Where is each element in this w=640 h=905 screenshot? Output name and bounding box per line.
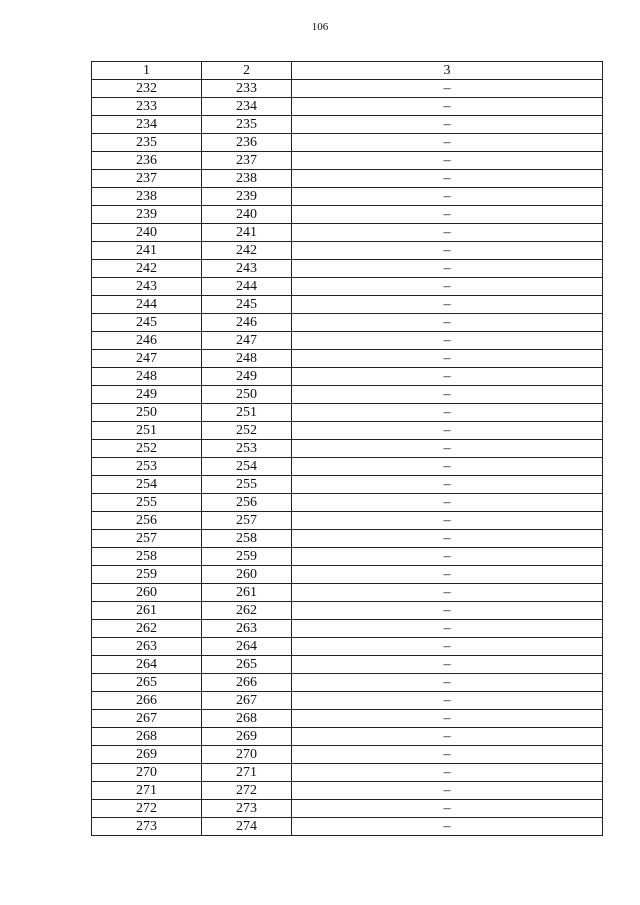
table-row [92,548,603,566]
table-cell-col1: 256 [92,512,202,530]
table-cell-col2: 251 [202,404,292,422]
page-number: 106 [311,21,329,33]
table-cell-col1: 272 [92,800,202,818]
table-row [92,278,603,296]
table-cell-col2: 257 [202,512,292,530]
table-cell-col1: 253 [92,458,202,476]
table-cell-col2: 234 [202,98,292,116]
table-cell-col2: 271 [202,764,292,782]
table-cell-col1: 244 [92,296,202,314]
table-row [92,764,603,782]
table-header-row [92,62,603,80]
table-cell-col3: – [292,692,603,710]
table-cell-col1: 237 [92,170,202,188]
table-cell-col2: 245 [202,296,292,314]
table-cell-col1: 243 [92,278,202,296]
table-cell-col3: – [292,674,603,692]
table-cell-col3: – [292,602,603,620]
table-row [92,332,603,350]
table-cell-col2: 270 [202,746,292,764]
table-row [92,206,603,224]
table-cell-col3: – [292,386,603,404]
table-cell-col3: – [292,710,603,728]
table-body [92,80,603,836]
table-cell-col3: – [292,404,603,422]
table-cell-col2: 240 [202,206,292,224]
table-cell-col2: 256 [202,494,292,512]
table-cell-col3: – [292,134,603,152]
table-cell-col1: 240 [92,224,202,242]
table-cell-col2: 274 [202,818,292,836]
table-row [92,260,603,278]
table-cell-col3: – [292,296,603,314]
table-cell-col1: 270 [92,764,202,782]
table-cell-col3: – [292,116,603,134]
table-cell-col3: – [292,242,603,260]
table-cell-col1: 262 [92,620,202,638]
table-cell-col3: – [292,368,603,386]
table-cell-col1: 250 [92,404,202,422]
table-cell-col2: 246 [202,314,292,332]
table-cell-col2: 253 [202,440,292,458]
table-row [92,674,603,692]
table-cell-col1: 257 [92,530,202,548]
table-cell-col1: 260 [92,584,202,602]
table-cell-col1: 232 [92,80,202,98]
table-row [92,152,603,170]
table-cell-col2: 238 [202,170,292,188]
table-cell-col2: 263 [202,620,292,638]
table-cell-col2: 262 [202,602,292,620]
column-header-2: 2 [202,62,292,80]
table-cell-col2: 254 [202,458,292,476]
table-cell-col2: 261 [202,584,292,602]
table-cell-col2: 258 [202,530,292,548]
table-cell-col2: 269 [202,728,292,746]
table-row [92,350,603,368]
table-cell-col1: 248 [92,368,202,386]
table-row [92,224,603,242]
table-row [92,98,603,116]
table-cell-col3: – [292,494,603,512]
table-cell-col1: 238 [92,188,202,206]
table-row [92,242,603,260]
table-cell-col3: – [292,314,603,332]
table-cell-col2: 259 [202,548,292,566]
table-cell-col1: 234 [92,116,202,134]
table-cell-col3: – [292,638,603,656]
table-row [92,188,603,206]
table-row [92,494,603,512]
table-row [92,296,603,314]
table-cell-col3: – [292,476,603,494]
table-row [92,728,603,746]
table-cell-col3: – [292,782,603,800]
table-row [92,620,603,638]
table-cell-col2: 241 [202,224,292,242]
table-row [92,638,603,656]
table-cell-col2: 268 [202,710,292,728]
table-cell-col1: 252 [92,440,202,458]
table-cell-col2: 249 [202,368,292,386]
table-cell-col2: 265 [202,656,292,674]
table-row [92,656,603,674]
table-cell-col2: 244 [202,278,292,296]
table-cell-col3: – [292,260,603,278]
table-row [92,404,603,422]
table-cell-col2: 273 [202,800,292,818]
table-cell-col2: 235 [202,116,292,134]
table-cell-col3: – [292,818,603,836]
table-cell-col3: – [292,422,603,440]
table-cell-col3: – [292,80,603,98]
table-row [92,386,603,404]
table-cell-col2: 266 [202,674,292,692]
table-row [92,440,603,458]
table-cell-col2: 239 [202,188,292,206]
table-row [92,818,603,836]
table-cell-col1: 254 [92,476,202,494]
table-cell-col1: 255 [92,494,202,512]
table-cell-col1: 249 [92,386,202,404]
table-cell-col3: – [292,440,603,458]
table-cell-col2: 233 [202,80,292,98]
table-row [92,746,603,764]
table-cell-col1: 245 [92,314,202,332]
table-cell-col1: 235 [92,134,202,152]
table-cell-col3: – [292,728,603,746]
table-cell-col1: 259 [92,566,202,584]
table-cell-col2: 237 [202,152,292,170]
table-cell-col1: 268 [92,728,202,746]
table-cell-col3: – [292,332,603,350]
table-cell-col3: – [292,458,603,476]
table-row [92,368,603,386]
table-cell-col3: – [292,98,603,116]
table-row [92,512,603,530]
table-cell-col1: 264 [92,656,202,674]
table-cell-col1: 263 [92,638,202,656]
table-cell-col2: 242 [202,242,292,260]
table-row [92,782,603,800]
table-row [92,170,603,188]
table-row [92,692,603,710]
table-cell-col3: – [292,152,603,170]
table-cell-col2: 243 [202,260,292,278]
table-cell-col1: 236 [92,152,202,170]
table-row [92,566,603,584]
table-cell-col3: – [292,530,603,548]
table-cell-col1: 251 [92,422,202,440]
table-row [92,476,603,494]
table-cell-col1: 233 [92,98,202,116]
table-cell-col3: – [292,566,603,584]
table-cell-col1: 242 [92,260,202,278]
table-cell-col3: – [292,800,603,818]
table-row [92,116,603,134]
table-row [92,134,603,152]
table-cell-col2: 247 [202,332,292,350]
table-cell-col3: – [292,170,603,188]
table-row [92,530,603,548]
table-cell-col3: – [292,656,603,674]
table-cell-col2: 272 [202,782,292,800]
table-cell-col2: 248 [202,350,292,368]
table-row [92,80,603,98]
table-cell-col2: 264 [202,638,292,656]
table-cell-col2: 267 [202,692,292,710]
table-cell-col1: 241 [92,242,202,260]
table-row [92,584,603,602]
table-cell-col3: – [292,746,603,764]
data-table [91,61,603,836]
table-row [92,602,603,620]
table-row [92,710,603,728]
table-cell-col1: 269 [92,746,202,764]
table-cell-col3: – [292,548,603,566]
table-cell-col1: 246 [92,332,202,350]
table-cell-col3: – [292,206,603,224]
table-cell-col2: 236 [202,134,292,152]
column-header-1: 1 [92,62,202,80]
table-cell-col3: – [292,584,603,602]
table-cell-col1: 258 [92,548,202,566]
table-cell-col1: 266 [92,692,202,710]
table-cell-col1: 273 [92,818,202,836]
table-cell-col1: 271 [92,782,202,800]
table-cell-col3: – [292,764,603,782]
table-cell-col2: 255 [202,476,292,494]
table-row [92,458,603,476]
table-cell-col1: 247 [92,350,202,368]
column-header-3: 3 [292,62,603,80]
table-cell-col3: – [292,512,603,530]
table-row [92,314,603,332]
table-cell-col1: 261 [92,602,202,620]
table-row [92,422,603,440]
table-cell-col3: – [292,224,603,242]
table-cell-col3: – [292,350,603,368]
table-cell-col1: 265 [92,674,202,692]
table-cell-col3: – [292,188,603,206]
table-cell-col1: 239 [92,206,202,224]
table-cell-col2: 250 [202,386,292,404]
table-cell-col3: – [292,620,603,638]
table-cell-col2: 252 [202,422,292,440]
table-cell-col1: 267 [92,710,202,728]
table-cell-col3: – [292,278,603,296]
table-cell-col2: 260 [202,566,292,584]
table-row [92,800,603,818]
